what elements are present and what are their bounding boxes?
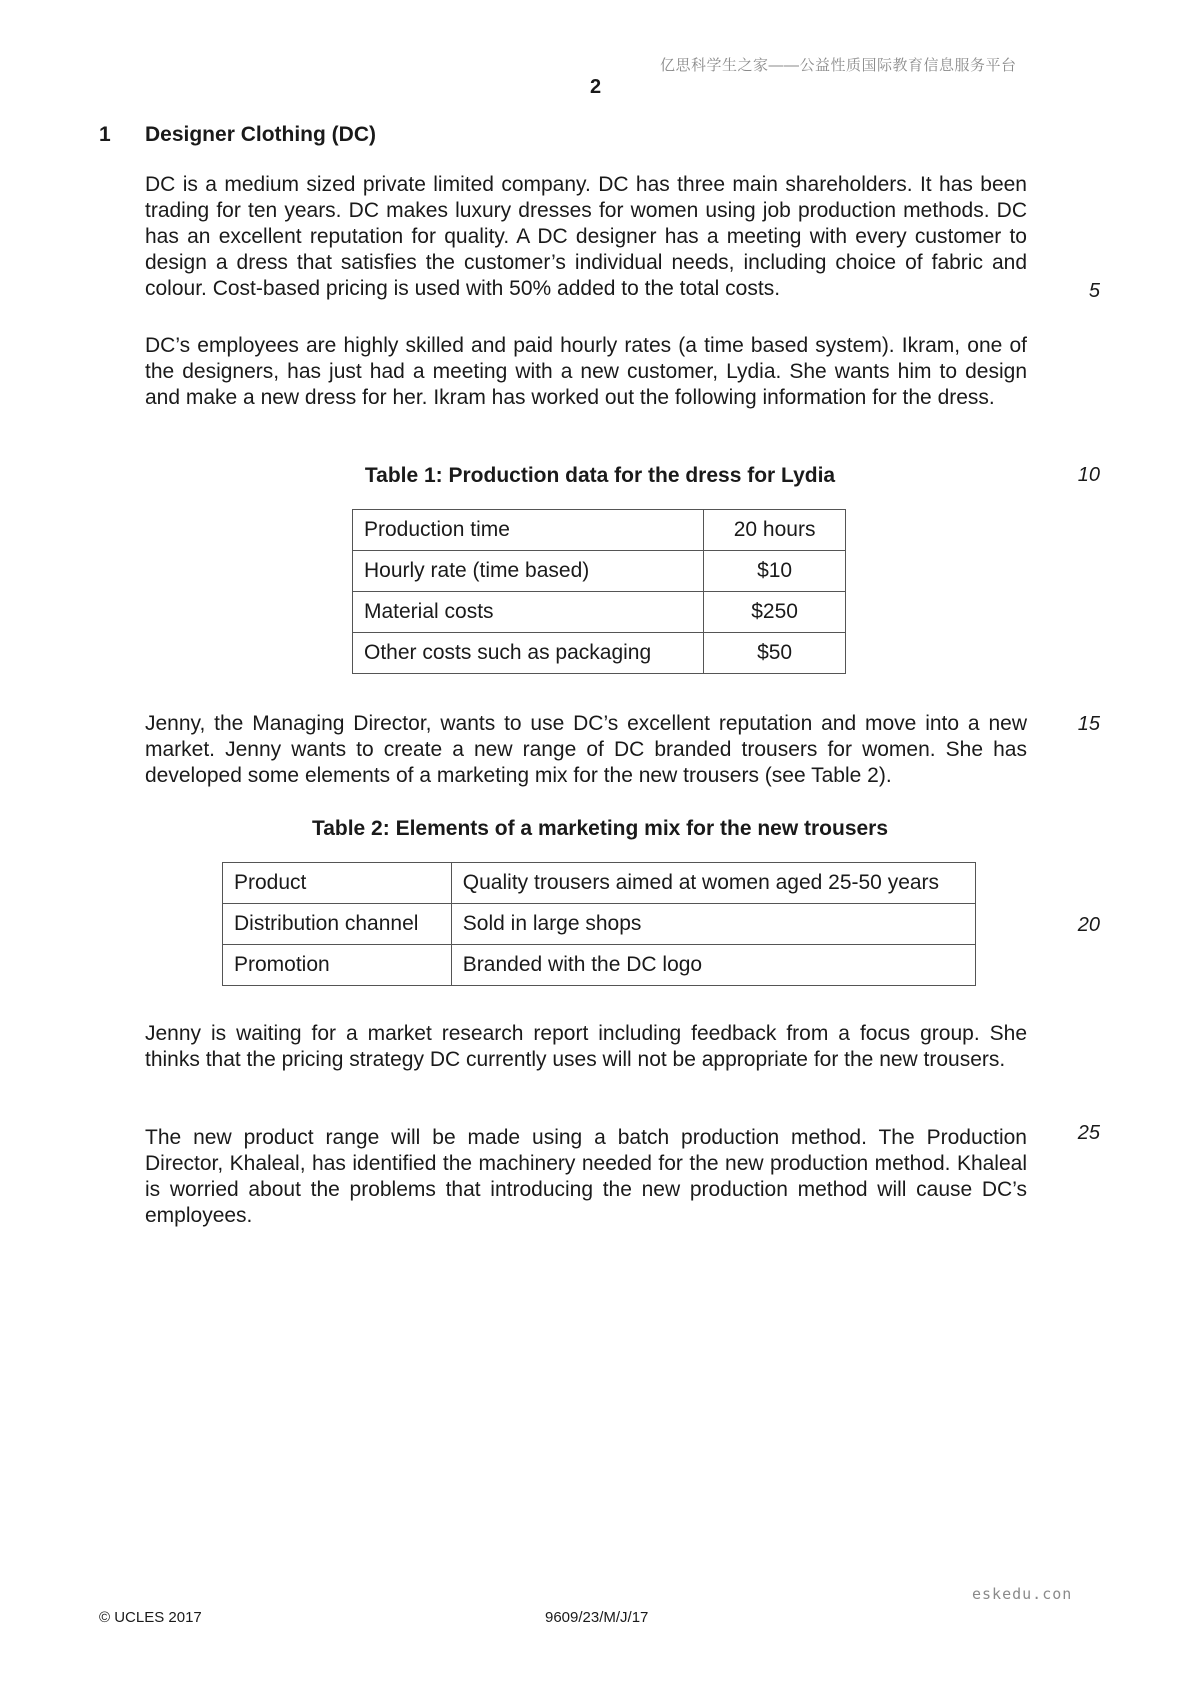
table-cell: Quality trousers aimed at women aged 25-50 years [451,863,975,904]
page-number: 2 [589,76,602,98]
table-cell: Product [223,863,452,904]
table-row [353,633,846,674]
paragraph-1: DC is a medium sized private limited company. DC has three main shareholders. It has been trading for ten years. DC makes luxury dresses for women using job production methods. DC has an excellent reputation for quality. A DC designer has a meeting with every customer to design a dress that satisfies the customer’s individual needs, including choice of fabric and colour. Cost-based pricing is used with 50% added to the total costs. [145,173,1027,300]
table-cell: Promotion [223,945,452,986]
table-cell: Distribution channel [223,904,452,945]
table-1 [352,509,846,674]
table-cell: Other costs such as packaging [353,633,704,674]
table-row [223,945,976,986]
question-number: 1 [99,123,111,146]
table-row [353,551,846,592]
table-cell: 20 hours [704,510,846,551]
table-cell: Material costs [353,592,704,633]
line-number-10: 10 [1077,464,1100,486]
table-2-title: Table 2: Elements of a marketing mix for the new trousers [311,817,889,840]
table-2 [222,862,976,986]
table-cell: $250 [704,592,846,633]
paragraph-3: Jenny, the Managing Director, wants to use DC’s excellent reputation and move into a new market. Jenny wants to create a new range of DC branded trousers for women. She has developed some elements of a marketing mix for the new trousers (see Table 2). [145,712,1027,787]
table-cell: Branded with the DC logo [451,945,975,986]
table-cell: Sold in large shops [451,904,975,945]
line-number-20: 20 [1077,914,1100,936]
paragraph-5: The new product range will be made using a batch production method. The Production Director, Khaleal, has identified the machinery needed for the new production method. Khaleal is worried about the problems that introducing the new production method will cause DC’s employees. [145,1126,1027,1227]
question-title: Designer Clothing (DC) [145,123,376,146]
table-row [353,510,846,551]
table-row [353,592,846,633]
table-cell: $50 [704,633,846,674]
table-cell: Hourly rate (time based) [353,551,704,592]
line-number-25: 25 [1077,1122,1100,1144]
table-cell: $10 [704,551,846,592]
line-number-15: 15 [1077,713,1100,735]
table-cell: Production time [353,510,704,551]
table-row [223,904,976,945]
copyright: © UCLES 2017 [99,1609,202,1626]
paragraph-4: Jenny is waiting for a market research report including feedback from a focus group. She thinks that the pricing strategy DC currently uses will not be appropriate for the new trousers. [145,1022,1027,1071]
watermark-top: 亿思科学生之家——公益性质国际教育信息服务平台 [660,57,1017,74]
watermark-bottom: eskedu.con [972,1585,1073,1603]
paper-code: 9609/23/M/J/17 [545,1609,649,1626]
table-row [223,863,976,904]
line-number-5: 5 [1088,280,1100,302]
table-1-title: Table 1: Production data for the dress for Lydia [364,464,836,487]
paragraph-2: DC’s employees are highly skilled and paid hourly rates (a time based system). Ikram, one of the designers, has just had a meeting with a new customer, Lydia. She wants him to design and make a new dress for her. Ikram has worked out the following information for the dress. [145,334,1027,409]
